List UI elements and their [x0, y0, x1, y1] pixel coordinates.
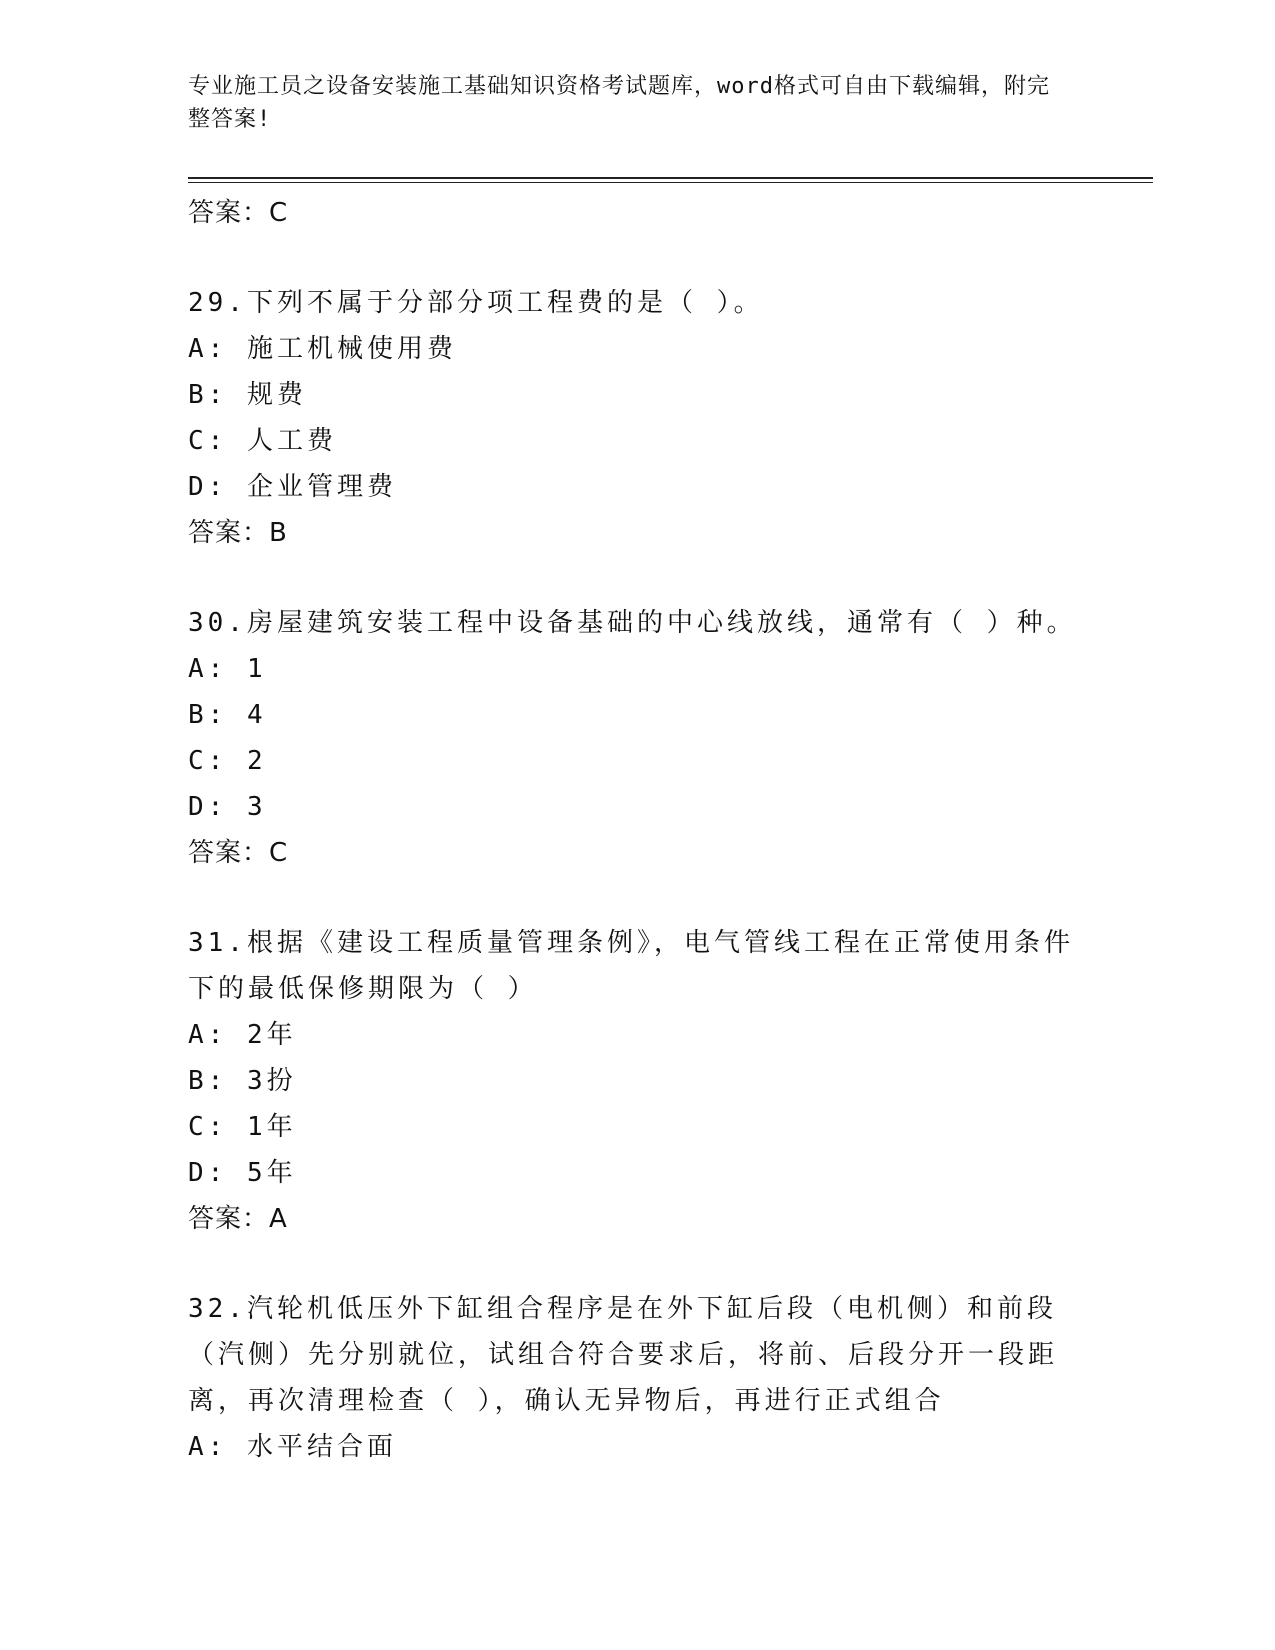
question-stem: 32.汽轮机低压外下缸组合程序是在外下缸后段（电机侧）和前段（汽侧）先分别就位，试组合符合要求后，将前、后段分开一段距离，再次清理检查（ ），确认无异物后，再进行正式组合	[188, 1294, 1059, 1416]
option-d: D: 企业管理费	[188, 472, 397, 502]
option-a: A: 1	[188, 654, 267, 684]
option-c: C: 人工费	[188, 426, 337, 456]
header-divider-thin	[188, 182, 1153, 183]
document-page	[188, 0, 1153, 1650]
option-a: A: 水平结合面	[188, 1432, 397, 1462]
option-a: A: 2年	[188, 1020, 297, 1050]
option-b: B: 规费	[188, 380, 307, 410]
option-d: D: 3	[188, 792, 267, 822]
question-block-29	[188, 280, 1088, 556]
document-header: 专业施工员之设备安装施工基础知识资格考试题库，word格式可自由下载编辑，附完整答案!	[188, 74, 1050, 132]
option-a: A: 施工机械使用费	[188, 334, 457, 364]
document-body	[188, 190, 1088, 1470]
answer-line: 答案：A	[188, 1204, 288, 1234]
option-b: B: 4	[188, 700, 267, 730]
header-divider-thick	[188, 177, 1153, 179]
option-b: B: 3扮	[188, 1066, 297, 1096]
question-stem: 31.根据《建设工程质量管理条例》，电气管线工程在正常使用条件下的最低保修期限为（ ）	[188, 928, 1074, 1004]
option-d: D: 5年	[188, 1158, 297, 1188]
option-c: C: 1年	[188, 1112, 297, 1142]
question-block-30	[188, 600, 1088, 876]
question-stem: 29.下列不属于分部分项工程费的是（ ）。	[188, 288, 764, 318]
answer-line: 答案：C	[188, 838, 289, 868]
question-block-32	[188, 1286, 1088, 1470]
answer-line: 答案：B	[188, 518, 288, 548]
question-stem: 30.房屋建筑安装工程中设备基础的中心线放线，通常有（ ）种。	[188, 608, 1077, 638]
question-block-31	[188, 920, 1088, 1242]
option-c: C: 2	[188, 746, 267, 776]
answer-line: 答案：C	[188, 198, 289, 228]
